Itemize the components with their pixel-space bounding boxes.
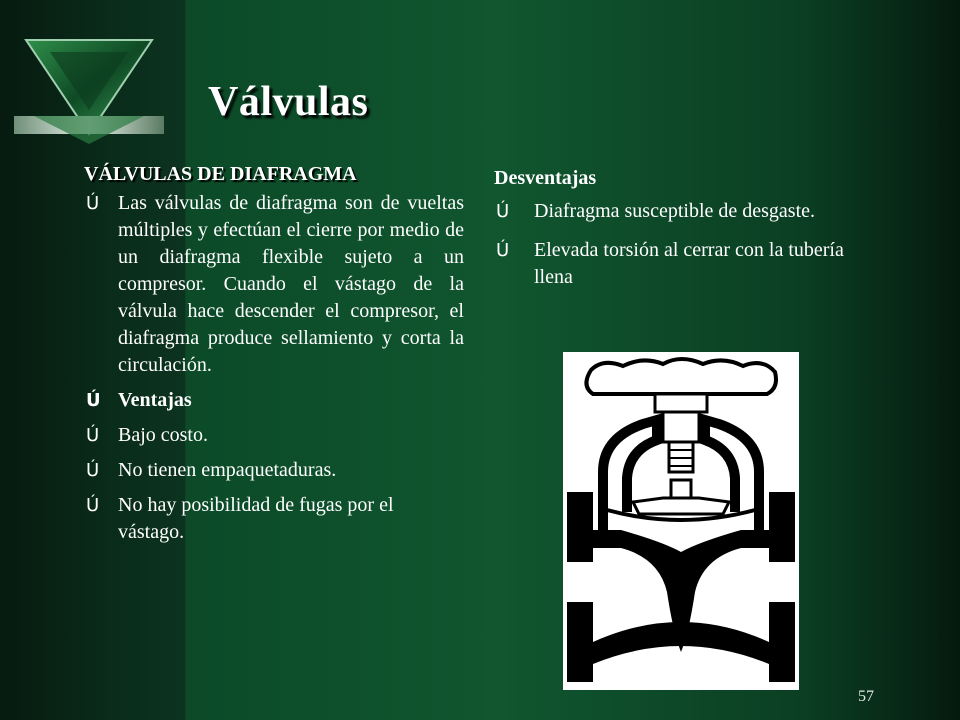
triangle-logo-icon: [14, 38, 164, 148]
left-content-column: [84, 162, 464, 546]
disadvantage-text: Elevada torsión al cerrar con la tubería llena: [534, 239, 844, 288]
bullet-check-icon: Ú: [86, 390, 101, 411]
disadvantage-item: [494, 237, 878, 291]
bullet-check-icon: Ú: [86, 495, 100, 516]
description-bullet: [84, 190, 464, 379]
bullet-check-icon: Ú: [86, 460, 100, 481]
advantage-item: [84, 492, 464, 546]
section-heading: VÁLVULAS DE DIAFRAGMA: [84, 163, 357, 185]
bullet-check-icon: Ú: [496, 240, 510, 261]
disadvantages-heading: Desventajas: [494, 167, 597, 189]
advantage-text: Bajo costo.: [118, 424, 208, 446]
right-content-column: [494, 164, 878, 303]
advantage-item: [84, 422, 464, 449]
advantages-label: Ventajas: [118, 389, 192, 411]
page-number: 57: [858, 688, 874, 705]
disadvantage-item: [494, 198, 878, 225]
description-text: Las válvulas de diafragma son de vueltas múltiples y efectúan el cierre por medio de un diafragma flexible sujeto a un compresor. Cuando el vástago de la válvula hace descender el compresor, el diafragma produce sellamiento y corta la circulación.: [118, 192, 464, 376]
disadvantage-text: Diafragma susceptible de desgaste.: [534, 200, 816, 222]
diaphragm-valve-diagram: [563, 352, 799, 690]
bullet-check-icon: Ú: [86, 425, 100, 446]
slide-title: Válvulas: [208, 79, 369, 125]
bullet-check-icon: Ú: [496, 201, 510, 222]
advantage-item: [84, 457, 464, 484]
advantage-text: No hay posibilidad de fugas por el vástago.: [118, 494, 394, 543]
bullet-check-icon: Ú: [86, 193, 100, 214]
advantage-text: No tienen empaquetaduras.: [118, 459, 337, 481]
advantages-heading-bullet: [84, 387, 464, 414]
